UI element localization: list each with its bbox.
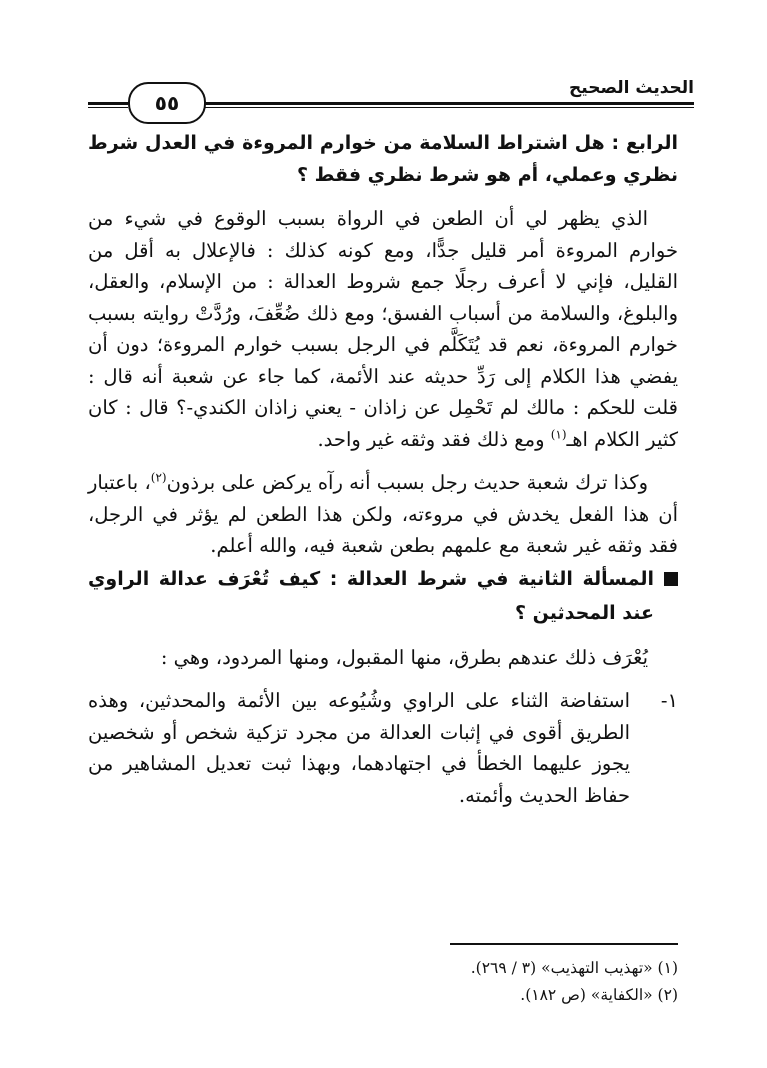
list-number: ١-: [660, 689, 678, 712]
footnote-separator: [450, 943, 678, 945]
paragraph-text: وكذا ترك شعبة حديث رجل بسبب أنه رآه يركض على برذون: [166, 471, 649, 494]
paragraph-text: الذي يظهر لي أن الطعن في الرواة بسبب الوقوع في شيء من خوارم المروءة أمر قليل جدًّا، ومع كونه كذلك : فالإعلال به أقل من القليل، فإني لا أعرف رجلًا جمع شروط العدالة : من الإسلام، والعقل، والبلوغ، والسلامة من أسباب الفسق؛ ومع ذلك ضُعِّفَ، ورُدَّتْ روايته بسبب خوارم المروءة، نعم قد يُتَكَلَّم في الرجل بسبب خوارم المروءة؛ دون أن يفضي هذا الكلام إلى رَدِّ حديثه عند الأئمة، كما جاء عن شعبة أنه قال : قلت للحكم : مالك لم تَحْمِل عن زاذان - يعني زاذان الكندي-؟ قال : كان كثير الكلام اهـ: [88, 207, 678, 451]
paragraph-text-cont: ومع ذلك فقد وثقه غير واحد.: [317, 427, 551, 451]
footnote-1: (١) «تهذيب التهذيب» (٣ / ٢٦٩).: [470, 959, 678, 977]
header-rule-thin: [204, 107, 694, 108]
square-bullet-icon: [664, 572, 678, 586]
list-item-text: استفاضة الثناء على الراوي وشُيُوعه بين الأئمة والمحدثين، وهذه الطريق أقوى في إثبات العدالة من مجرد تزكية شخص أو شخصين يجوز عليهما الخطأ في اجتهادهما، وبهذا ثبت تعديل المشاهير من حفاظ الحديث وأئمته.: [88, 689, 630, 807]
list-item: [88, 685, 678, 811]
header-rule-left: [88, 102, 128, 105]
section-heading: [88, 562, 678, 630]
body-paragraph-2: [88, 467, 678, 562]
running-head-title: الحديث الصحيح: [569, 78, 694, 98]
page-number-badge: [128, 82, 206, 124]
section-heading-text: المسألة الثانية في شرط العدالة : كيف تُعْرَف عدالة الراوي عند المحدثين ؟: [88, 567, 654, 624]
footnote-ref-1: (١): [550, 427, 567, 441]
page-number: ٥٥: [154, 91, 180, 115]
page-body: [88, 128, 678, 811]
page-header: [88, 72, 694, 116]
spacer: [88, 455, 678, 467]
paragraph-text-cont: ، باعتبار أن هذا الفعل يخدش في مروءته، ولكن هذا الطعن لم يؤثر في الرجل، فقد وثقه غير شعبة مع علمهم بطعن شعبة فيه، والله أعلم.: [88, 471, 678, 557]
footnotes: [300, 955, 678, 1009]
body-paragraph-3: يُعْرَف ذلك عندهم بطرق، منها المقبول، ومنها المردود، وهي :: [160, 645, 648, 669]
spacer: [88, 630, 678, 642]
header-rule-left-thin: [88, 107, 128, 108]
spacer: [88, 673, 678, 685]
body-paragraph-1: [88, 203, 678, 455]
spacer: [88, 191, 678, 203]
question-paragraph: الرابع : هل اشتراط السلامة من خوارم المروءة في العدل شرط نظري وعملي، أم هو شرط نظري فقط ؟: [88, 132, 678, 186]
footnote-ref-2: (٢): [150, 470, 167, 485]
footnote-2: (٢) «الكفاية» (ص ١٨٢).: [520, 986, 678, 1004]
header-rule: [204, 102, 694, 105]
